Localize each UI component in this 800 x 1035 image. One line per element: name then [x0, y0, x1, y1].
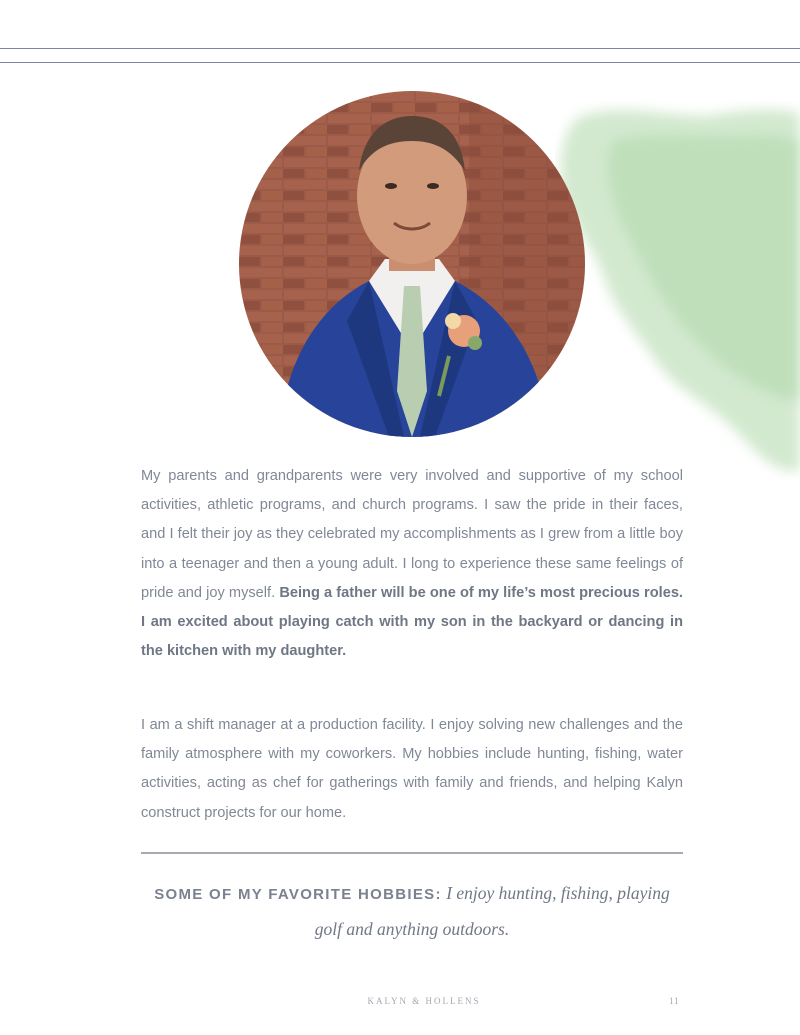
section-divider [141, 852, 683, 854]
header-rule-upper [0, 48, 800, 49]
bio-paragraph-1-text: My parents and grandparents were very involved and supportive of my school activities, athletic programs, and church programs. I saw the pride in their faces, and I felt their joy as they celebrated my accomplishments as I grew from a little boy into a teenager and then a young adult. I long to experience these same feelings of pride and joy myself. [141, 468, 683, 601]
bio-paragraph-2: I am a shift manager at a production facility. I enjoy solving new challenges and the family atmosphere with my coworkers. My hobbies include hunting, fishing, water activities, acting as chef for gatherings with family and friends, and helping Kalyn construct projects for our home. [141, 717, 683, 821]
hobbies-label: SOME OF MY FAVORITE HOBBIES: [154, 886, 442, 903]
portrait-photo [239, 91, 585, 437]
bio-paragraph-1-highlight: Being a father will be one of my life’s most precious roles. I am excited about playing catch with my son in the backyard or dancing in the kitchen with my daughter. [141, 584, 683, 660]
footer-names: KALYN & HOLLENS [367, 996, 481, 1006]
footer-page-number: 11 [669, 996, 680, 1006]
hobbies-text: I enjoy hunting, fishing, playing golf and anything outdoors. [314, 883, 670, 939]
favorite-hobbies-callout [141, 876, 683, 948]
watercolor-splash-decoration [555, 100, 800, 480]
header-rule-lower [0, 62, 800, 63]
bio-paragraph-1 [141, 462, 683, 666]
